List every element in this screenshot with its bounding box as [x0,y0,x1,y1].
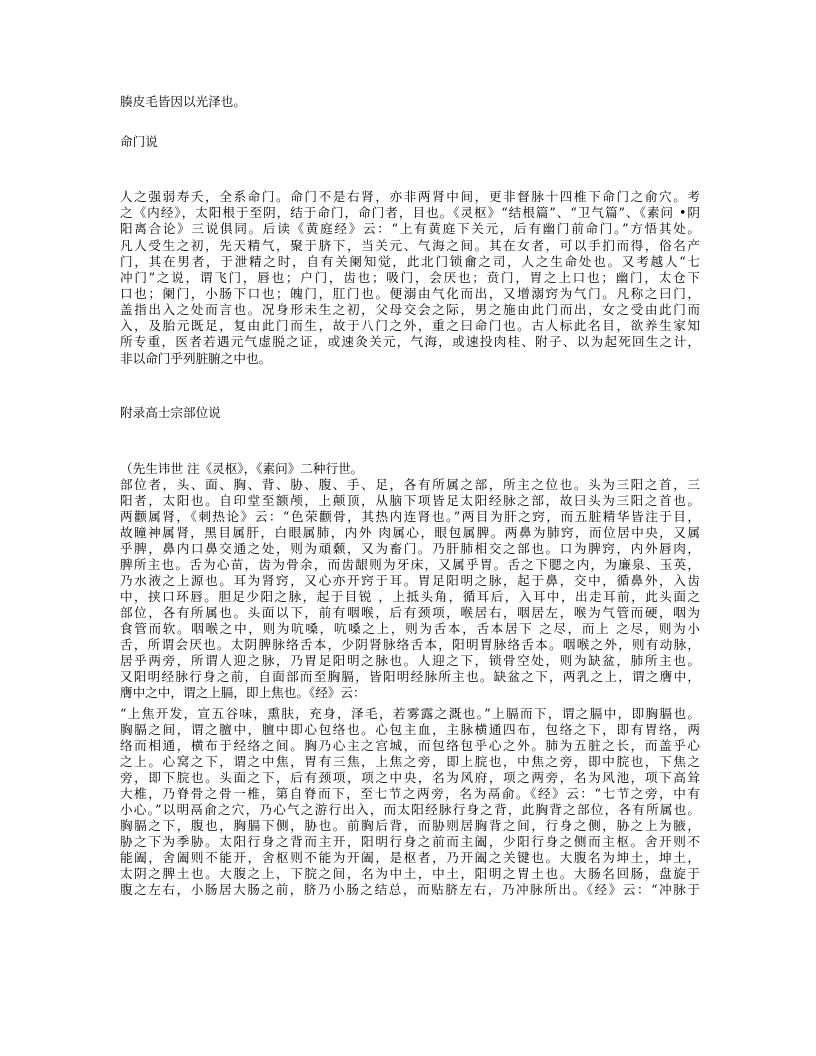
paragraph-line: 故瞳神属肾，黑目属肝，白眼属肺，内外 肉属心，眼包属脾。两鼻为肺窍，而位居中央，又属 [120,525,700,540]
paragraph-line: 两颧属肾，《刺热论》云：“色荣颧骨，其热内连肾也。”两目为肝之窍，而五脏精华皆注于目， [120,509,700,524]
paragraph-line: （先生讳世 注《灵枢》，《素问》二种行世。 [120,461,364,476]
paragraph-line: 络而相通，横布于经络之间。胸乃心主之宫城，而包络包乎心之外。肺为五脏之长，而盖乎心 [120,738,700,753]
paragraph-line: 人之强弱寿夭，全系命门。命门不是右肾，亦非两肾中间，更非督脉十四椎下命门之俞穴。考 [120,189,700,204]
paragraph-line: 大椎，乃脊骨之骨一椎，第自脊而下，至七节之两旁，名为鬲俞。《经》云：“七节之旁，中有 [120,786,700,801]
paragraph-line: 小心。”以明鬲俞之穴，乃心气之游行出入，而太阳经脉行身之背，此胸背之部位，各有所属也。 [120,802,700,817]
paragraph-line: 门，其在男者，于泄精之时，自有关阑知觉，此北门锁龠之司，人之生命处也。又考越人“七 [120,254,700,269]
paragraph-line: 舌，所谓会厌也。太阴脾脉络舌本，少阴肾脉络舌本，阳明胃脉络舌本。咽喉之外，则有动脉， [120,637,700,652]
paragraph-line: 阳离合论》三说俱同。后读《黄庭经》云：“上有黄庭下关元，后有幽门前命门。”方悟其处。 [120,221,700,236]
paragraph-line: “上焦开发，宣五谷味，熏肤，充身，泽毛，若雾露之溉也。”上膈而下，谓之膈中，即胸膈也。 [120,706,700,721]
section-title-buwei: 附录高士宗部位说 [120,405,221,420]
paragraph-line: 居乎两旁，所谓人迎之脉，乃胃足阳明之脉也。人迎之下，锁骨空处，则为缺盆，肺所主也。 [120,653,700,668]
paragraph-line: 胁之下为季胁。太阳行身之背而主开，阳明行身之前而主阖，少阳行身之侧而主枢。舍开则不 [120,834,700,849]
paragraph-line: 之《内经》，太阳根于至阴，结于命门，命门者，目也。《灵枢》“结根篇”、“卫气篇”、《素问 •阴 [120,205,700,220]
paragraph-line: 脾所主也。舌为心苗，齿为骨余，而齿龈则为牙床，又属乎胃。舌之下腮之内，为廉泉、玉英， [120,557,700,572]
paragraph-line: 入，及胎元既足，复由此门而生，故于八门之外，重之曰命门也。古人标此名目，欲养生家知 [120,318,700,333]
paragraph-line: 乎脾，鼻内口鼻交通之处，则为頑颡，又为畜门。乃肝肺相交之部也。口为脾窍，内外唇肉， [120,541,700,556]
paragraph-line: 阳者，太阳也。自印堂至额颅，上颠顶，从脑下项皆足太阳经脉之部，故曰头为三阳之首也。 [120,493,700,508]
paragraph-line: 中，挟口环唇。胆足少阳之脉，起于目锐 ，上抵头角，循耳后，入耳中，出走耳前，此头面之 [120,589,700,604]
paragraph-line: 太阴之脾土也。大腹之上，下脘之间，名为中土，中土，阳明之胃土也。大肠名回肠，盘旋于 [120,866,700,881]
paragraph-line: 部位者，头、面、胸、背、胁、腹、手、足，各有所属之部，所主之位也。头为三阳之首，三 [120,477,700,492]
paragraph-line: 胸膈之下，腹也，胸膈下侧，胁也。前胸后背，而胁则居胸背之间，行身之侧，胁之上为腋， [120,818,700,833]
paragraph-line: 旁，即下脘也。头面之下，后有颈项，项之中央，名为风府，项之两旁，名为风池，项下高耸 [120,770,700,785]
paragraph-line: 胸膈之间，谓之膻中，膻中即心包络也。心包主血，主脉横通四布，包络之下，即有胃络，两 [120,722,700,737]
paragraph-line: 凡人受生之初，先天精气，聚于脐下，当关元、气海之间。其在女者，可以手扪而得，俗名产 [120,238,700,253]
paragraph-line: 之上。心窝之下，谓之中焦，胃有三焦，上焦之旁，即上脘也，中焦之旁，即中脘也，下焦之 [120,754,700,769]
paragraph-line: 部位，各有所属也。头面以下，前有咽喉，后有颈项，喉居右，咽居左，喉为气管而硬，咽为 [120,605,700,620]
paragraph-line: 非以命门乎列脏腑之中也。 [120,351,272,366]
section-title-mingmen: 命门说 [120,134,158,149]
paragraph-line: 盖指出入之处而言也。况身形未生之初，父母交会之际，男之施由此门而出，女之受由此门而 [120,302,700,317]
paragraph-line: 食管而软。咽喉之中，则为吭嗓，吭嗓之上，则为舌本，舌本居下 之尽，而上 之尽，则为小 [120,621,700,636]
paragraph-line: 乃水液之上源也。耳为肾窍，又心亦开窍于耳。胃足阳明之脉，起于鼻，交中，循鼻外，入齿 [120,573,700,588]
paragraph-line: 所专重，医者若遇元气虚脱之证，或速灸关元，气海，或速投肉桂、附子、以为起死回生之计， [120,334,700,349]
paragraph-line: 能阖，舍阖则不能开，舍枢则不能为开阖，是枢者，乃开阖之关键也。大腹名为坤土，坤土， [120,850,700,865]
paragraph-line: 又阳明经脉行身之前，自面部而至胸膈，皆阳明经脉所主也。缺盆之下，两乳之上，谓之膺中， [120,669,700,684]
paragraph-line: 口也；阑门，小肠下口也；魄门，肛门也。便溺由气化而出，又增溺窍为气门。凡称之曰门， [120,286,700,301]
intro-line: 腠皮毛皆因以光泽也。 [120,94,246,109]
paragraph-line: 腹之左右，小肠居大肠之前，脐乃小肠之结总，而贴脐左右，乃冲脉所出。《经》云：“冲脉于 [120,882,700,897]
paragraph-line: 膺中之中，谓之上膈，即上焦也。《经》云： [120,685,366,700]
paragraph-line: 冲门”之说，谓飞门，唇也；户门，齿也；吸门，会厌也；贲门，胃之上口也；幽门，太仓下 [120,270,700,285]
